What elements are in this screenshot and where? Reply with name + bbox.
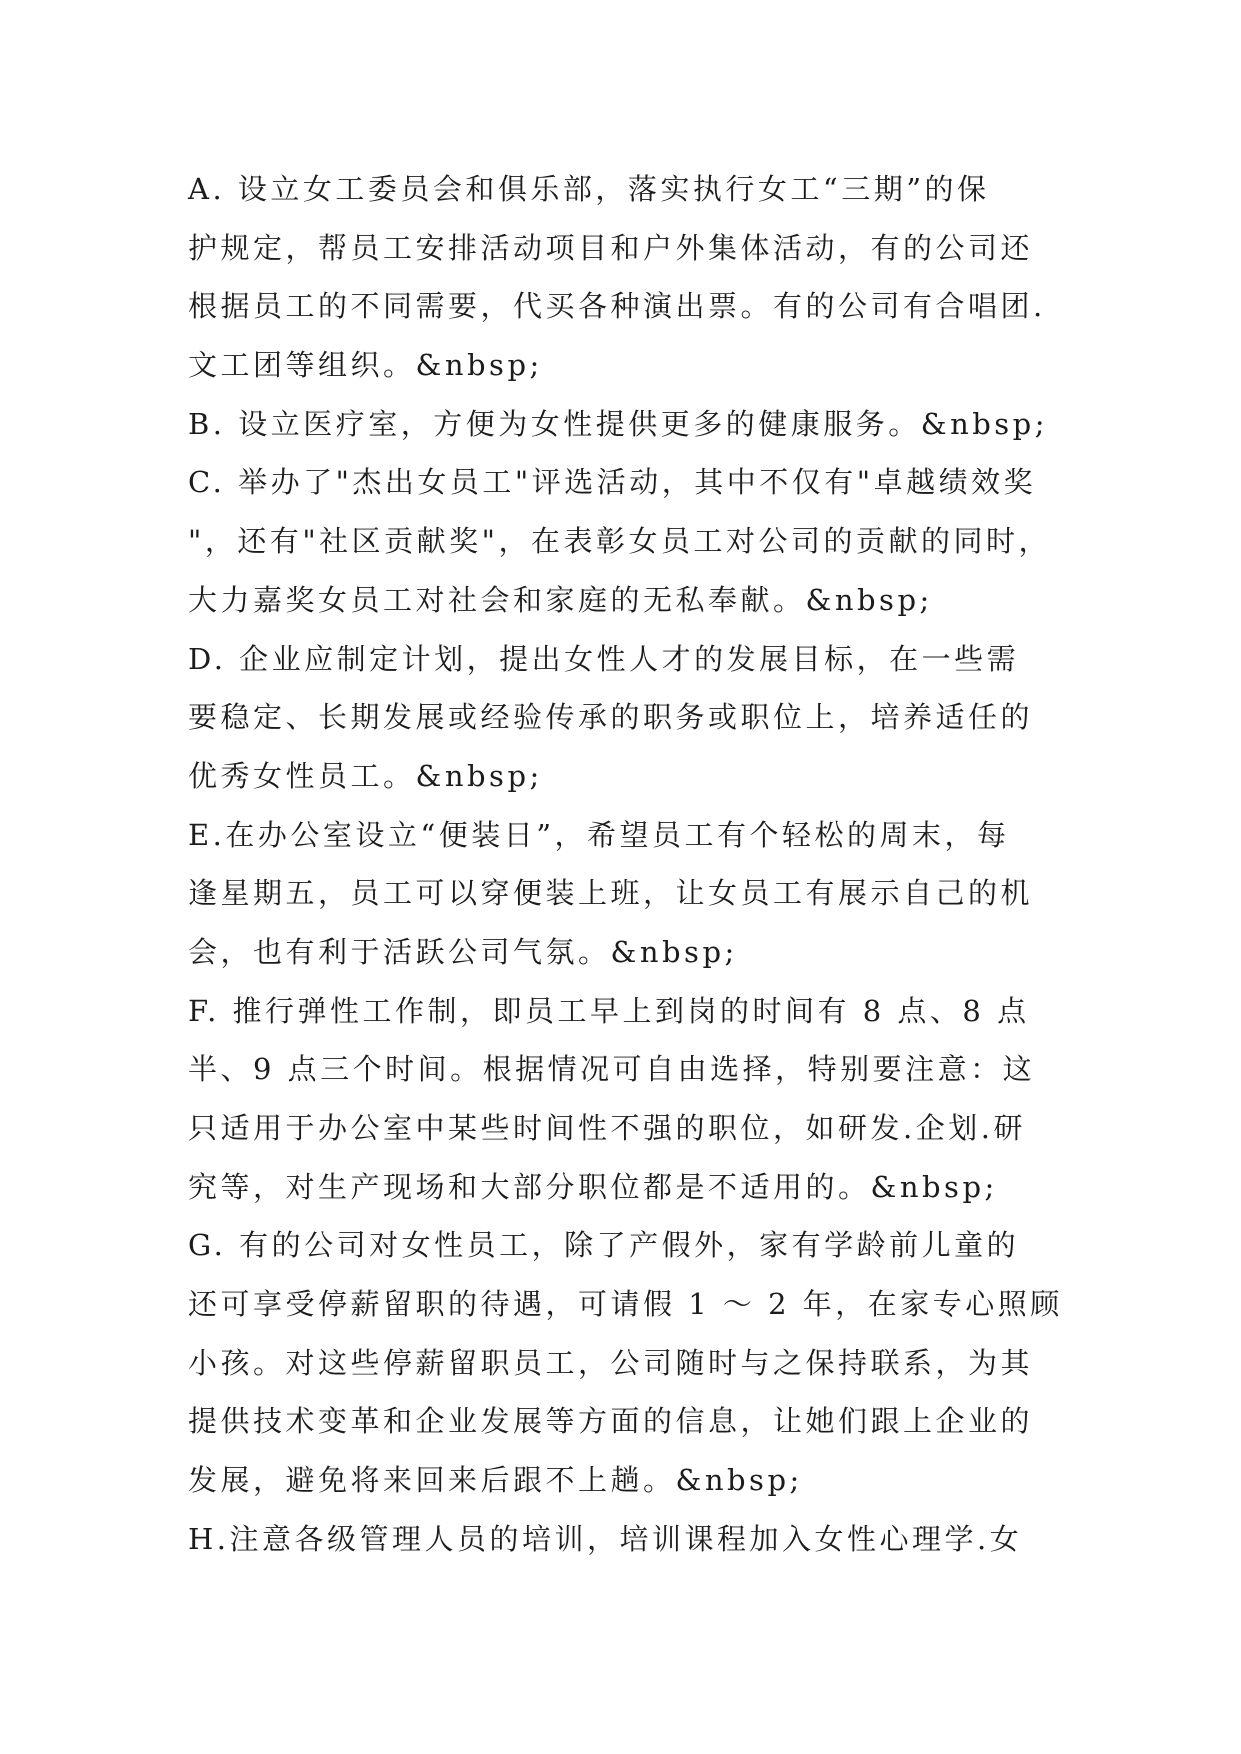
text-line: G. 有的公司对女性员工，除了产假外，家有学龄前儿童的 — [188, 1228, 1020, 1263]
text-line: 半、9 点三个时间。根据情况可自由选择，特别要注意：这 — [188, 1052, 1036, 1087]
text-line: 小孩。对这些停薪留职员工，公司随时与之保持联系，为其 — [188, 1345, 1034, 1380]
text-line: 会，也有利于活跃公司气氛。&nbsp; — [188, 934, 738, 969]
document-body — [188, 160, 1063, 1569]
text-line: 发展，避免将来回来后跟不上趟。&nbsp; — [188, 1463, 803, 1498]
text-line: 要稳定、长期发展或经验传承的职务或职位上，培养适任的 — [188, 700, 1034, 735]
text-line: F. 推行弹性工作制，即员工早上到岗的时间有 8 点、8 点 — [188, 993, 1030, 1028]
text-line: 还可享受停薪留职的待遇，可请假 1 ～ 2 年，在家专心照顾 — [188, 1287, 1063, 1322]
text-line: D. 企业应制定计划，提出女性人才的发展目标，在一些需 — [188, 641, 1020, 676]
text-line: C. 举办了"杰出女员工"评选活动，其中不仅有"卓越绩效奖 — [188, 465, 1037, 500]
text-line: 优秀女性员工。&nbsp; — [188, 758, 543, 793]
text-line: 大力嘉奖女员工对社会和家庭的无私奉献。&nbsp; — [188, 582, 933, 617]
text-line: B. 设立医疗室，方便为女性提供更多的健康服务。&nbsp; — [188, 406, 1049, 441]
text-line: E.在办公室设立“便装日”，希望员工有个轻松的周末，每 — [188, 817, 1010, 852]
text-line: "，还有"社区贡献奖"，在表彰女员工对公司的贡献的同时， — [188, 524, 1052, 559]
text-line: 只适用于办公室中某些时间性不强的职位，如研发.企划.研 — [188, 1111, 1026, 1145]
text-line: 究等，对生产现场和大部分职位都是不适用的。&nbsp; — [188, 1169, 998, 1204]
text-line: H.注意各级管理人员的培训，培训课程加入女性心理学.女 — [188, 1521, 1023, 1556]
text-line: 文工团等组织。&nbsp; — [188, 348, 543, 383]
text-line: 逢星期五，员工可以穿便装上班，让女员工有展示自己的机 — [188, 876, 1034, 911]
text-line: 提供技术变革和企业发展等方面的信息，让她们跟上企业的 — [188, 1404, 1034, 1439]
text-line: A. 设立女工委员会和俱乐部，落实执行女工“三期”的保 — [188, 172, 990, 206]
text-line: 护规定，帮员工安排活动项目和户外集体活动，有的公司还 — [188, 230, 1034, 265]
text-line: 根据员工的不同需要，代买各种演出票。有的公司有合唱团. — [188, 289, 1046, 324]
